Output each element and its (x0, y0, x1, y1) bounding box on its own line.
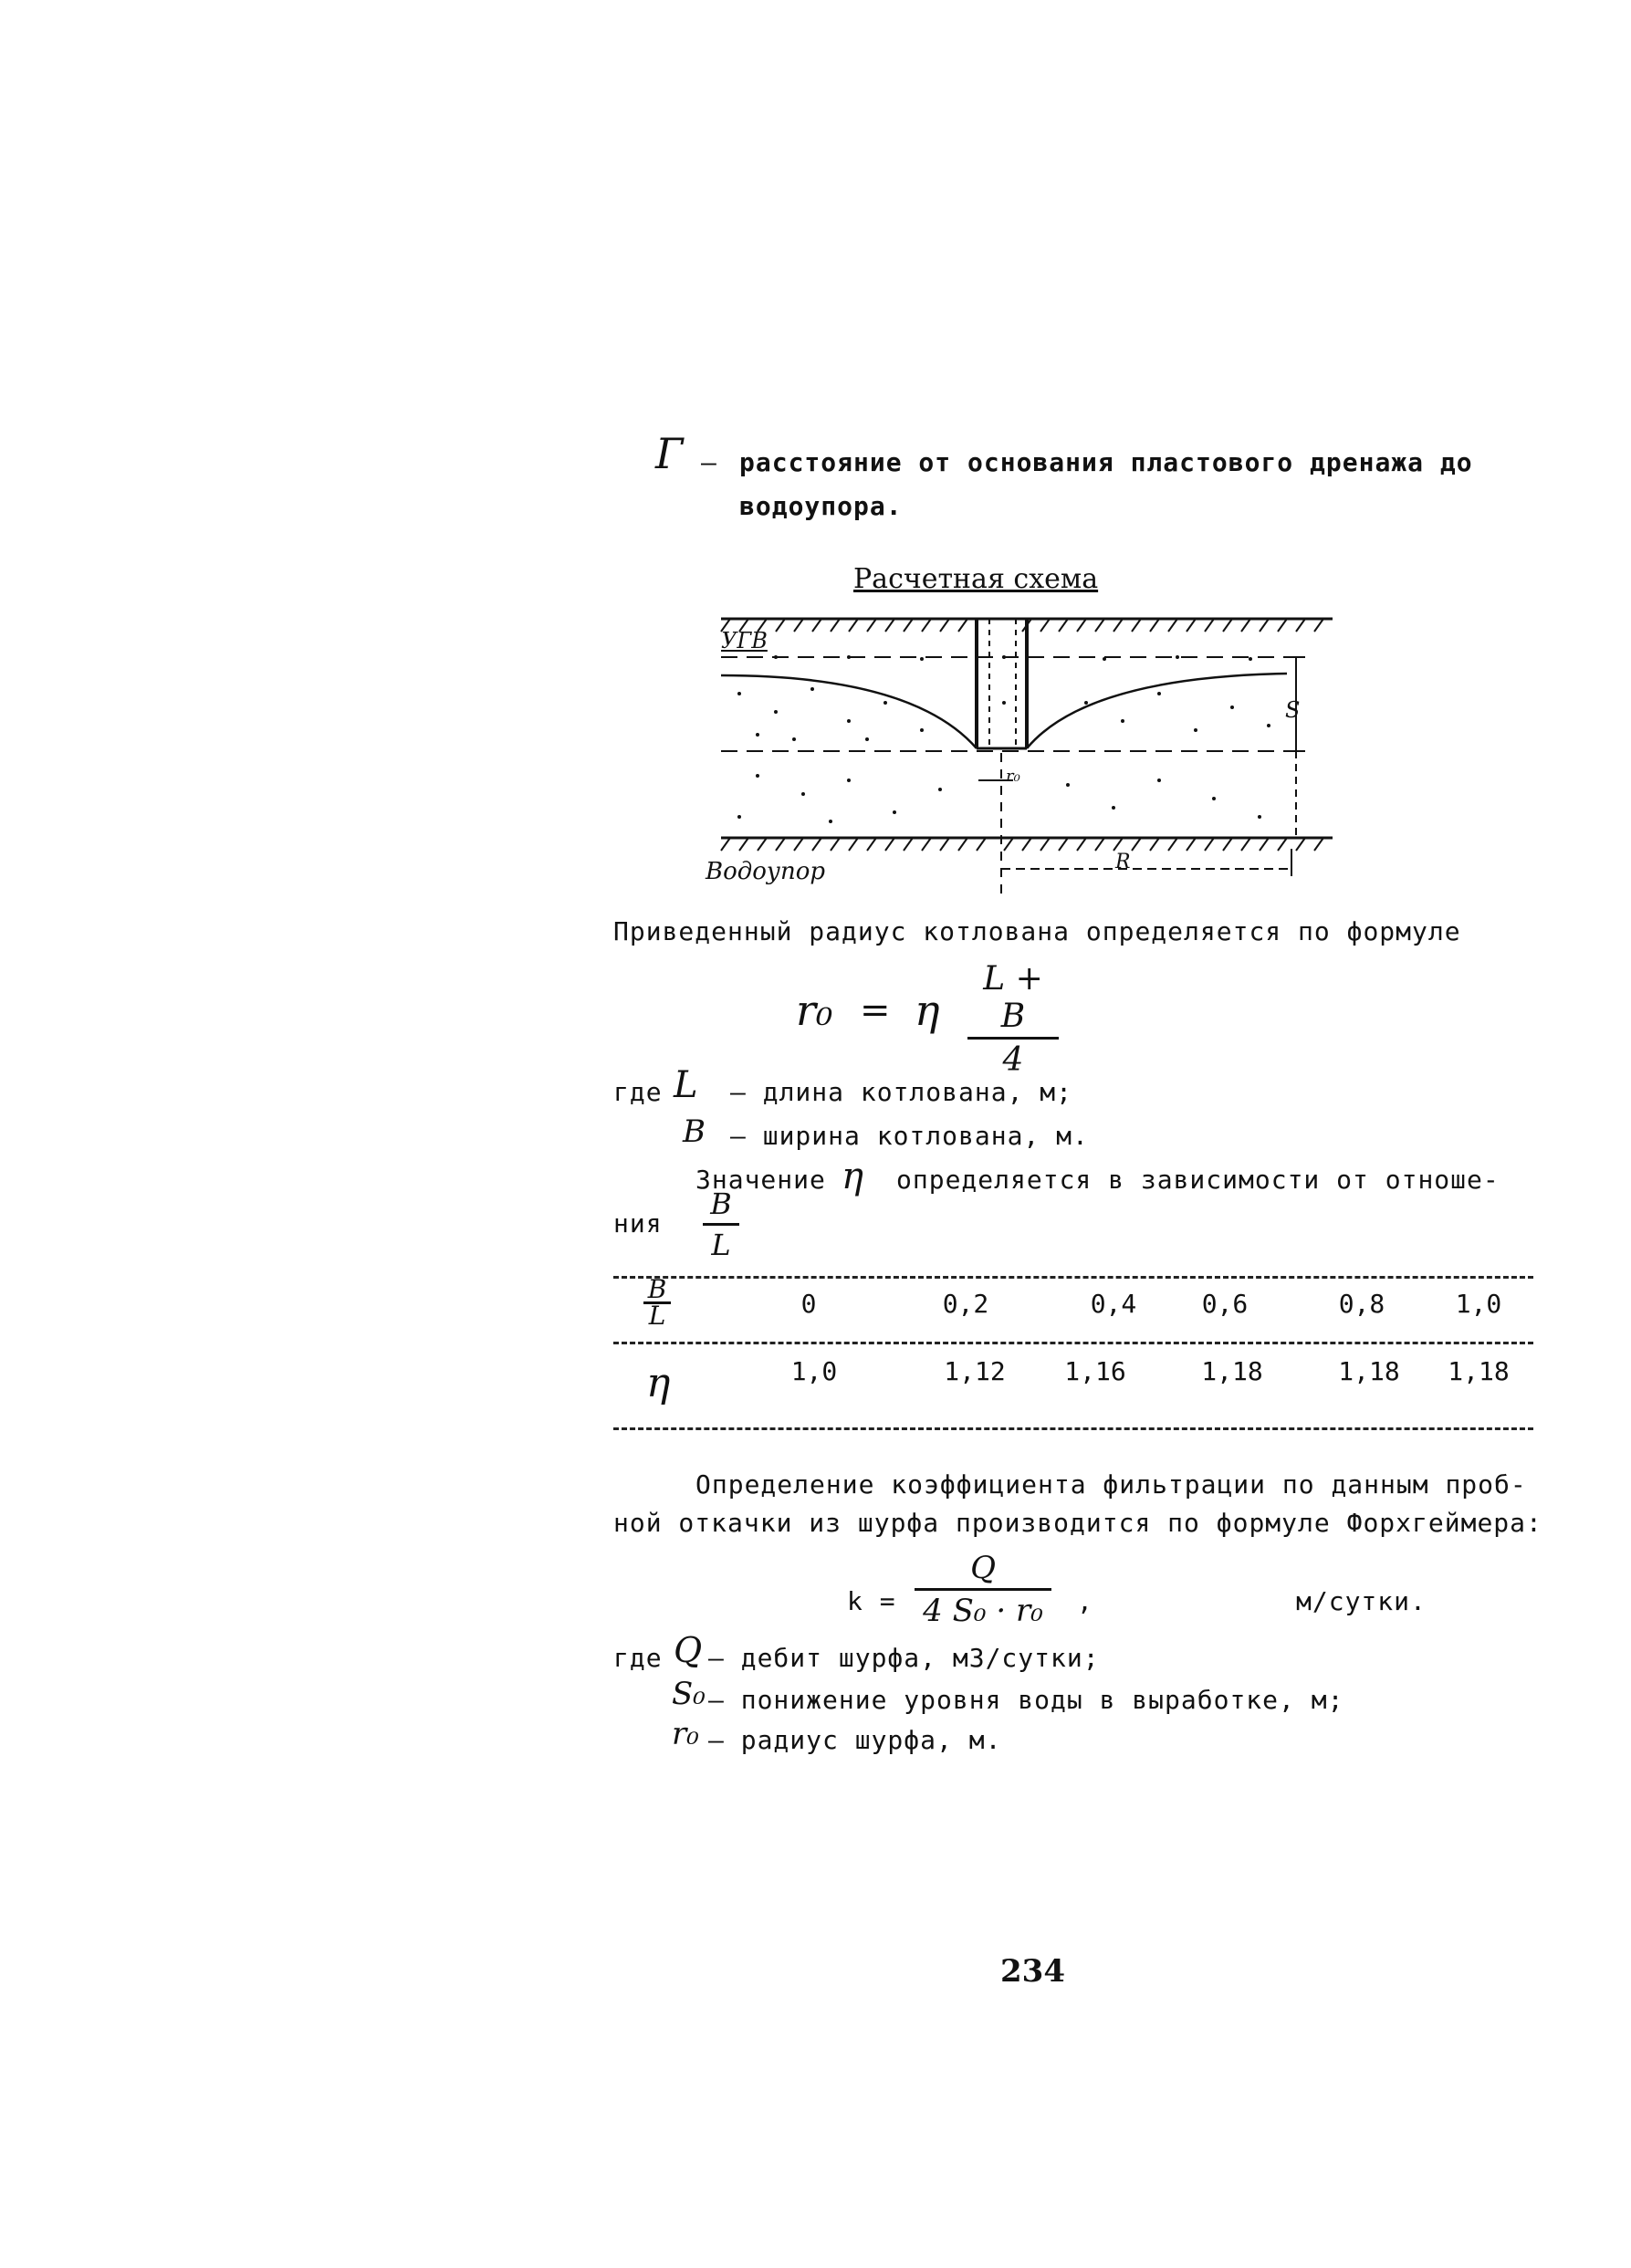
page-number: 234 (1000, 1953, 1065, 1990)
radius-eq: = (860, 989, 891, 1031)
radius-fraction (967, 960, 1059, 1079)
eta-line-2: ния (613, 1208, 663, 1239)
radius-fraction-denominator: 4 (1002, 1041, 1024, 1079)
legend-q-symbol: Q (674, 1630, 703, 1670)
table-row1-cell: 1,0 (1455, 1289, 1502, 1319)
table-row1-head-den: L (648, 1301, 666, 1331)
ratio-numerator: B (710, 1186, 732, 1221)
definition-dash: – (701, 447, 717, 477)
legend-q-text: – дебит шурфа, м3/сутки; (708, 1643, 1100, 1673)
table-row2-cell: 1,0 (790, 1356, 838, 1386)
filtration-denominator: 4 S₀ · r₀ (923, 1593, 1043, 1629)
definition-line-2: водоупора. (739, 491, 903, 521)
table-row1-cell: 0,4 (1090, 1289, 1137, 1319)
filtration-line-2: ной откачки из шурфа производится по формуле Форхгеймера: (613, 1508, 1542, 1538)
legend-s-text: – понижение уровня воды в выработке, м; (708, 1685, 1344, 1715)
scheme-label-r0: r₀ (1006, 767, 1020, 786)
filtration-fraction (915, 1550, 1051, 1629)
eta-line-1a: Значение (695, 1165, 826, 1195)
where-b-text: – ширина котлована, м. (730, 1121, 1089, 1151)
filtration-unit: м/сутки. (1296, 1586, 1427, 1616)
legend-r-symbol: r₀ (672, 1716, 699, 1752)
scheme-label-s: S (1285, 697, 1301, 723)
ratio-fraction (703, 1186, 739, 1262)
legend-s-symbol: S₀ (672, 1676, 706, 1712)
table-row1-cell: 0,6 (1201, 1289, 1249, 1319)
scheme-title: Расчетная схема (853, 563, 1099, 595)
table-row1-head (643, 1274, 671, 1331)
scheme-label-ugv: УГВ (721, 628, 768, 653)
filtration-line-1: Определение коэффициента фильтрации по данным проб- (695, 1469, 1527, 1500)
legend-r-text: – радиус шурфа, м. (708, 1725, 1002, 1755)
table-row1-cell: 0,2 (942, 1289, 989, 1319)
table-row2-head: η (646, 1360, 671, 1406)
ratio-denominator: L (711, 1228, 731, 1262)
where-word: где (613, 1077, 663, 1107)
where-l-symbol: L (674, 1064, 698, 1106)
radius-lhs: r₀ (796, 986, 833, 1035)
table-row1-cell: 0 (800, 1289, 817, 1319)
radius-intro: Приведенный радиус котлована определяется по формуле (613, 916, 1461, 946)
table-row1-cell: 0,8 (1338, 1289, 1385, 1319)
definition-line-1: расстояние от основания пластового дренажа до (739, 447, 1473, 477)
table-rule-top (613, 1276, 1533, 1279)
table-row2-cell: 1,16 (1064, 1356, 1126, 1386)
table-row1-head-num: B (647, 1274, 667, 1304)
table-rule-middle (613, 1342, 1533, 1344)
filtration-k: k = (847, 1586, 896, 1616)
eta-symbol-inline: η (842, 1155, 863, 1197)
filtration-comma: , (1077, 1586, 1093, 1616)
table-row2-cell: 1,18 (1201, 1356, 1263, 1386)
scheme-label-r: R (1115, 851, 1131, 873)
table-row2-cell: 1,18 (1448, 1356, 1510, 1386)
radius-fraction-numerator: L + B (983, 960, 1043, 1035)
where-l-text: – длина котлована, м; (730, 1077, 1073, 1107)
table-rule-bottom (613, 1427, 1533, 1430)
scheme-label-base: Водоупор (706, 858, 826, 885)
where-b-symbol: B (683, 1113, 706, 1150)
calculation-scheme-diagram (703, 602, 1360, 894)
legend-word: где (613, 1643, 663, 1673)
table-row2-cell: 1,12 (944, 1356, 1006, 1386)
radius-eta: η (915, 986, 940, 1035)
symbol-g: Г (655, 429, 684, 478)
eta-line-1b: определяется в зависимости от отноше- (896, 1165, 1500, 1195)
table-row2-cell: 1,18 (1338, 1356, 1400, 1386)
filtration-numerator: Q (970, 1550, 996, 1586)
